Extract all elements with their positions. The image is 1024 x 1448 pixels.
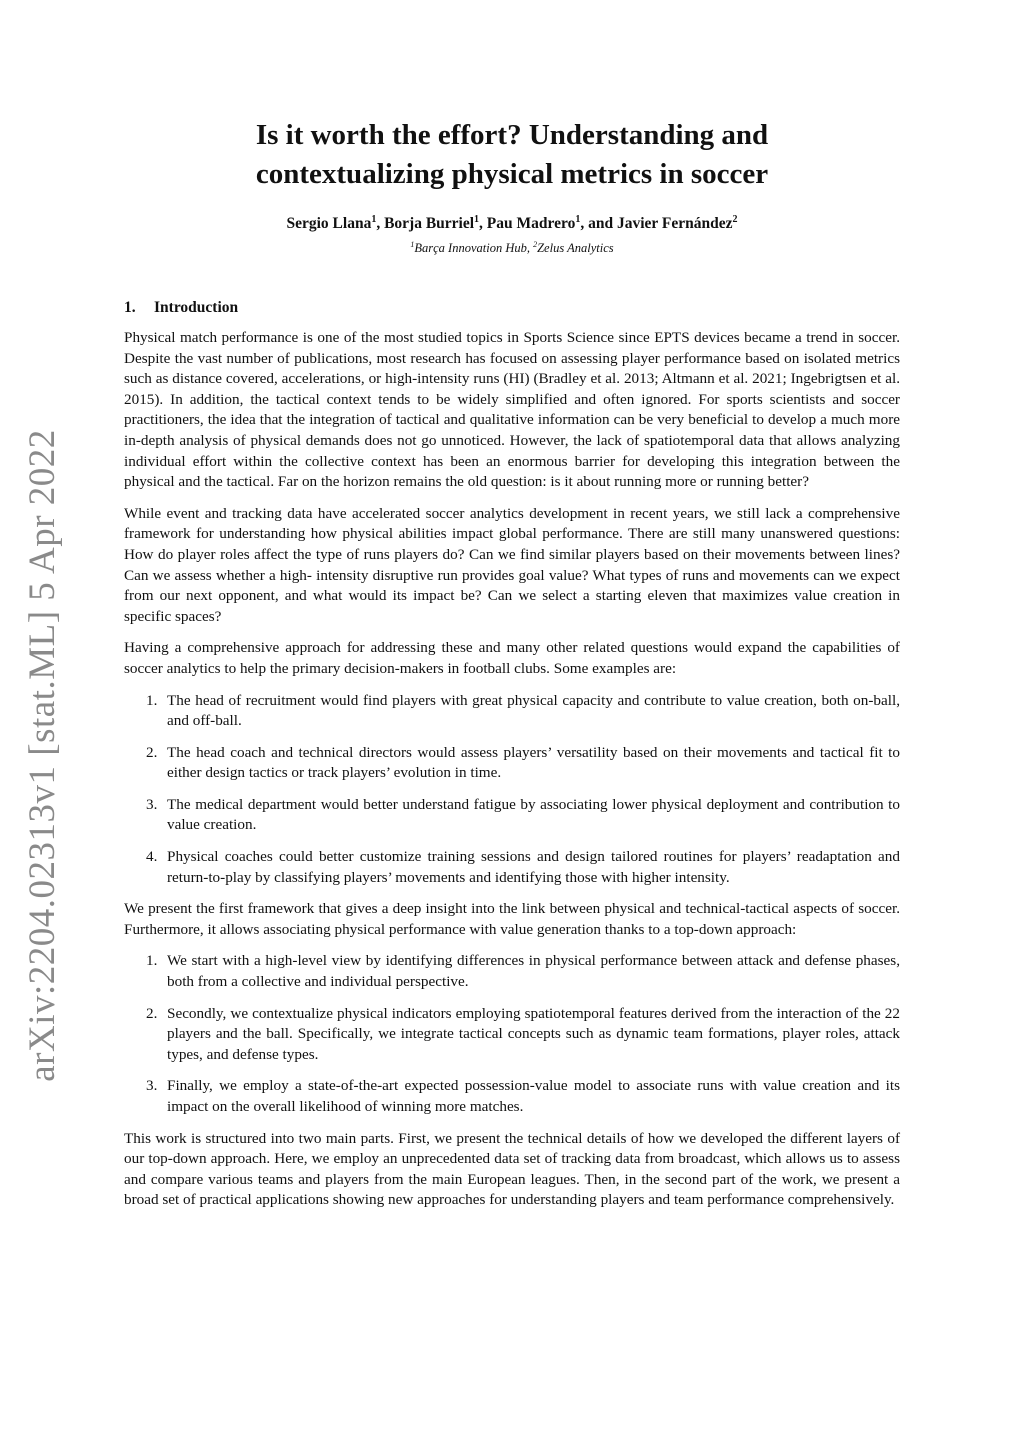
paragraph: Physical match performance is one of the most studied topics in Sports Science since EPTS devices became a trend in soccer. Despite the vast number of publications, most research has focused on assessing player performance based on isolated metrics such as distance covered, accelerations, or high-intensity runs (HI) (Bradley et al. 2013; Altmann et al. 2021; Ingebrigtsen et al. 2015). In addition, the tactical context tends to be widely simplified and often ignored. For sports scientists and soccer practitioners, the idea that the integration of tactical and qualitative information can be very beneficial to develop a much more in-depth analysis of physical demands does not go unnoticed. However, the lack of spatiotemporal data that allows analyzing individual effort within the collective context has been an enormous barrier for developing this integration between the physical and the tactical. Far on the horizon remains the old question: is it about running more or running better? (124, 329, 900, 491)
paper-title (124, 116, 900, 194)
affiliations (124, 237, 900, 256)
paragraph: While event and tracking data have accelerated soccer analytics development in recent years, we still lack a comprehensive framework for understanding how physical abilities impact global performance. There are still many unanswered questions: How do player roles affect the type of runs players do? Can we find similar players based on their movements between lines? Can we assess whether a high- intensity disruptive run provides goal value? What types of runs and movements can we expect from our next opponent, and what would its impact be? Can we select a starting eleven that maximizes value creation in specific spaces? (124, 504, 900, 625)
list-item-text: Physical coaches could better customize training sessions and design tailored routines for players’ readaptation and return-to-play by classifying players’ movements and identifying those with higher intensity. (167, 848, 900, 886)
list-item (124, 1076, 900, 1117)
approach-list (124, 951, 900, 1117)
list-item-number: 3. (146, 795, 158, 813)
section-heading (124, 298, 900, 318)
list-item-number: 1. (146, 691, 158, 709)
list-item-text: Secondly, we contextualize physical indicators employing spatiotemporal features derived from the interaction of the 22 players and the ball. Specifically, we integrate tactical concepts such as dynamic team formations, player roles, attack types, and defense types. (167, 1004, 900, 1063)
list-item (124, 691, 900, 732)
author-separator: , (376, 215, 385, 233)
affiliation-mark: 1 (410, 240, 415, 249)
list-item-text: The head of recruitment would find players with great physical capacity and contribute to value creation, both on-ball, and off-ball. (167, 691, 900, 730)
affiliation-name: Barça Innovation Hub, (414, 241, 534, 256)
author-affiliation-mark: 1 (371, 214, 377, 225)
author-separator: , (479, 215, 487, 233)
list-item-text: The head coach and technical directors would assess players’ versatility based on their movements and tactical fit to either design tactics or track players’ evolution in time. (167, 743, 900, 782)
author-separator: , and (580, 215, 617, 233)
list-item-number: 2. (146, 743, 158, 761)
list-item (124, 847, 900, 888)
affiliation-mark: 2 (533, 240, 538, 249)
list-item-number: 2. (146, 1004, 158, 1022)
paragraph: Having a comprehensive approach for addressing these and many other related questions would expand the capabilities of soccer analytics to help the primary decision-makers in football clubs. Some examples are: (124, 639, 900, 677)
examples-list (124, 691, 900, 889)
author-affiliation-mark: 1 (575, 214, 581, 225)
list-item-number: 1. (146, 952, 158, 970)
author-name: Borja Burriel (384, 215, 475, 233)
list-item (124, 951, 900, 992)
paper-title-line-1: Is it worth the effort? Understanding and (255, 119, 769, 151)
author-affiliation-mark: 2 (732, 214, 738, 225)
author-list (124, 210, 900, 234)
paragraph: We present the first framework that gives a deep insight into the link between physical and technical-tactical aspects of soccer. Furthermore, it allows associating physical performance with value generation thanks to a top-down approach: (124, 900, 900, 938)
list-item-text: The medical department would better understand fatigue by associating lower physical deployment and contribution to value creation. (167, 795, 900, 834)
list-item (124, 743, 900, 784)
author-name: Pau Madrero (486, 215, 576, 233)
paper-body (124, 298, 900, 1222)
list-item (124, 795, 900, 836)
list-item-text: Finally, we employ a state-of-the-art expected possession-value model to associate runs with value creation and its impact on the overall likelihood of winning more matches. (167, 1077, 900, 1115)
list-item (124, 1004, 900, 1066)
author-affiliation-mark: 1 (474, 214, 480, 225)
list-item-number: 3. (146, 1077, 158, 1095)
paper-title-line-2: contextualizing physical metrics in soccer (255, 158, 769, 190)
paragraph: This work is structured into two main parts. First, we present the technical details of how we developed the different layers of our top-down approach. Here, we employ an unprecedented data set of tracking data from broadcast, which allows us to assess and compare various teams and players from the main European leagues. Then, in the second part of the work, we present a broad set of practical applications showing new approaches for understanding players and team performance comprehensively. (124, 1129, 900, 1209)
arxiv-identifier (12, 428, 72, 1082)
affiliation-name: Zelus Analytics (537, 241, 614, 256)
section-number: 1. (124, 299, 136, 316)
list-item-text: We start with a high-level view by identifying differences in physical performance between attack and defense phases, both from a collective and individual perspective. (167, 952, 900, 991)
section-title: Introduction (154, 299, 239, 316)
list-item-number: 4. (146, 848, 158, 866)
author-name: Javier Fernández (616, 215, 733, 233)
author-name: Sergio Llana (286, 215, 372, 233)
arxiv-identifier-text: arXiv:2204.02313v1 [stat.ML] 5 Apr 2022 (21, 428, 63, 1082)
